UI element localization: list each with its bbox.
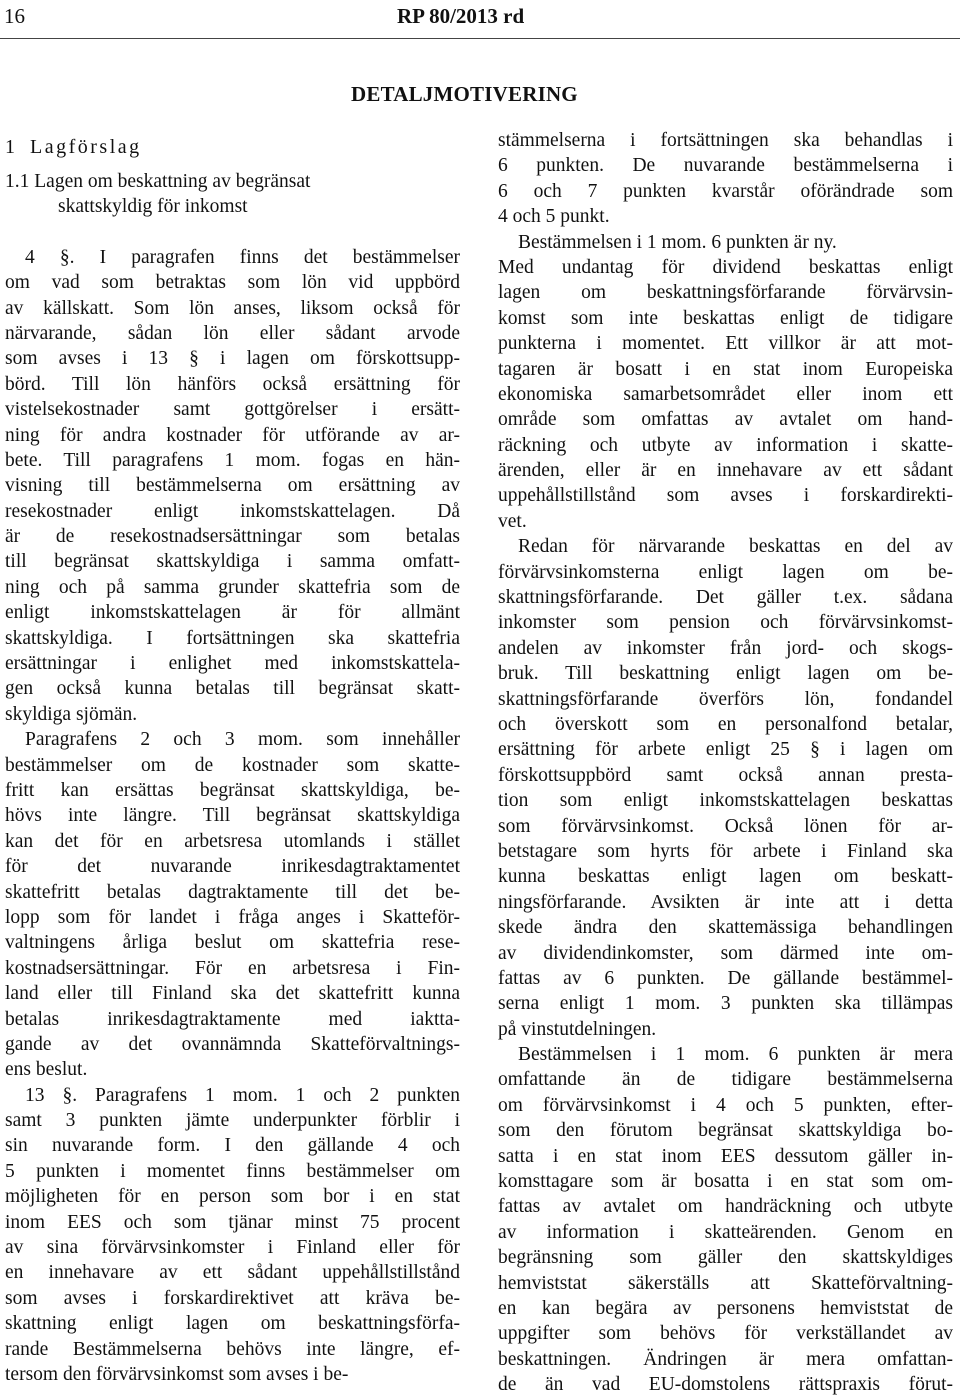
text-line: inom EES och som tjänar minst 75 procent [5,1211,460,1233]
text-line: förvärvsinkomsterna enligt lagen om be- [498,561,953,583]
text-line: Bestämmelsen i 1 mom. 6 punkten är mera [518,1044,953,1066]
text-line: hövs inte längre. Till begränsat skattskyldiga [5,805,460,827]
heading-number: 1 [5,136,15,158]
text-line: en kan begära av personens hemviststat de [498,1297,953,1319]
text-line: ning för andra kostnader för utförande av ar- [5,424,460,446]
text-line: begränsning som gäller den skattskyldiges [498,1247,953,1269]
text-line: skattefritt betalas dagtraktamente till det be- [5,881,460,903]
text-line: tion som enligt inkomstskattelagen beskattas [498,790,953,812]
text-line: en innehavare av ett sådant uppehållstillstånd [5,1262,460,1284]
text-line: betstagare som hyrts för arbete i Finland ska [498,840,953,862]
heading-title: Lagförslag [30,136,142,158]
text-line: hemviststat säkerställs att Skatteförvaltning- [498,1272,953,1294]
text-line: 4 och 5 punkt. [498,206,610,228]
left-column [5,128,460,1387]
text-line: om vad som betraktas som lön vid uppbörd [5,272,460,294]
text-line: område som omfattas av avtalet om hand- [498,409,953,431]
text-line: om förvärvsinkomst i 4 och 5 punkten, efter- [498,1094,953,1116]
text-line: samt 3 punkten jämte underpunkter förblir i [5,1110,460,1132]
text-line: serna enligt 1 mom. 3 punkten ska tillämpas [498,993,953,1015]
text-line: gande av det ovannämnda Skatteförvaltnings- [5,1033,460,1055]
text-line: börd. Till lön hänförs också ersättning för [5,373,460,395]
right-column [498,128,953,1398]
text-line: bete. Till paragrafens 1 mom. fogas en hän- [5,449,460,471]
text-line: uppehållstillstånd som avses i forskardirekti- [498,485,953,507]
page-number: 16 [4,4,25,28]
text-line: inkomster som pension och förvärvsinkomst- [498,612,953,634]
text-line: lagen om beskattningsförfarande förvärvsin- [498,282,953,304]
text-line: Med undantag för dividend beskattas enligt [498,256,953,278]
heading-level-1 [5,128,460,166]
text-line: ekonomiska samarbetsområdet eller inom ett [498,383,953,405]
right-body-text [498,128,953,1398]
text-line: resekostnader enligt inkomstskattelagen. Då [5,500,460,522]
heading-level-2-line: skattskyldig för inkomst [58,196,248,218]
text-line: till begränsat skattskyldiga i samma omfatt- [5,551,460,573]
text-line: andelen av inkomster från jord- och skogs- [498,637,953,659]
text-line: på vinstutdelningen. [498,1018,657,1040]
text-line: skyldiga sjömän. [5,703,138,725]
text-line: skede ändra den skattemässiga behandlingen [498,917,953,939]
text-line: ens beslut. [5,1059,88,1081]
text-line: ärenden, eller är en innehavare av ett sådant [498,460,953,482]
text-line: förskottsuppbörd samt också annan presta- [498,764,953,786]
text-line: Bestämmelsen i 1 mom. 6 punkten är ny. [518,231,837,253]
section-title: DETALJMOTIVERING [351,82,578,106]
text-line: gen också kunna betalas till begränsat skatt- [5,678,460,700]
text-line: betalas inrikesdagtraktamente med iaktta- [5,1008,460,1030]
text-line: vistelsekostnader samt gottgörelser i ersätt- [5,399,460,421]
text-line: komst som inte beskattas enligt de tidigare [498,307,953,329]
text-line: och överskott som en personalfond betalar, [498,713,953,735]
text-line: komsttagare som är bosatta i en stat som om- [498,1171,953,1193]
text-line: som avses i 13 § i lagen om förskottsupp- [5,348,460,370]
text-line: skattning enligt lagen om beskattningsförfa- [5,1313,460,1335]
text-line: är de resekostnadsersättningar som betalas [5,526,460,548]
text-line: fattas av 6 punkten. De gällande bestämmel- [498,967,953,989]
text-line: skattningsförfarande. Det gäller t.ex. sådana [498,587,953,609]
text-line: omfattande än de tidigare bestämmelserna [498,1069,953,1091]
text-line: bestämmelser om de kostnader som skatte- [5,754,460,776]
text-line: fattas av avtalet om handräckning och utbyte [498,1196,953,1218]
text-line: ning och på samma grunder skattefria som de [5,576,460,598]
left-body-text [5,245,460,1388]
text-line: uppgifter som behövs för verkställandet av [498,1323,953,1345]
text-line: för det nuvarande inrikesdagtraktamentet [5,856,460,878]
document-id: RP 80/2013 rd [397,4,525,28]
text-line: 4 §. I paragrafen finns det bestämmelser [25,246,460,268]
text-line: skattningsförfarande överförs lön, fondandel [498,688,953,710]
text-line: visning till bestämmelserna om ersättning av [5,475,460,497]
text-line: ersättningar i enlighet med inkomstskattela- [5,653,460,675]
text-line: tersom den förvärvsinkomst som avses i be- [5,1363,349,1385]
text-line: Redan för närvarande beskattas en del av [518,536,953,558]
text-line: kan det för en arbetsresa utomlands i stället [5,830,460,852]
text-line: punkterna i momentet. Ett villkor är att mot- [498,333,953,355]
text-line: tagaren är bosatt i en stat inom Europeiska [498,358,953,380]
text-line: land eller till Finland ska det skattefritt kunna [5,983,460,1005]
text-line: ersättning för arbete enligt 25 § i lagen om [498,739,953,761]
text-line: 6 punkten. De nuvarande bestämmelserna i [498,155,953,177]
text-line: 13 §. Paragrafens 1 mom. 1 och 2 punkten [25,1084,460,1106]
text-line: 6 och 7 punkten kvarstår oförändrade som [498,180,953,202]
text-line: stämmelserna i fortsättningen ska behandlas i [498,130,953,151]
text-line: enligt inkomstskattelagen är för allmänt [5,602,460,624]
text-line: av källskatt. Som lön anses, liksom också för [5,297,460,319]
text-line: skattskyldiga. I fortsättningen ska skattefria [5,627,460,649]
text-line: av sina förvärvsinkomster i Finland eller för [5,1237,460,1259]
text-line: 5 punkten i momentet finns bestämmelser om [5,1160,460,1182]
text-line: bruk. Till beskattning enligt lagen om be- [498,663,953,685]
text-line: de än vad EU-domstolens rättspraxis förut- [498,1374,953,1396]
text-line: som förvärvsinkomst. Också lönen för ar- [498,815,953,837]
text-line: kostnadsersättningar. För en arbetsresa i Fin- [5,957,460,979]
text-line: kunna beskattas enligt lagen om beskatt- [498,866,953,888]
spacer [5,220,460,245]
text-line: möjligheten för en person som bor i en stat [5,1186,460,1208]
text-line: som avses i forskardirektivet att kräva be- [5,1287,460,1309]
text-line: Paragrafens 2 och 3 mom. som innehåller [25,729,460,751]
text-line: satta i en stat inom EES dessutom gäller in- [498,1145,953,1167]
text-line: räckning och utbyte av information i skatte- [498,434,953,456]
text-line: ningsförfarande. Avsikten är inte att i detta [498,891,953,913]
text-line: rande Bestämmelserna behövs inte längre, ef- [5,1338,460,1360]
header-rule [0,38,960,39]
text-line: lopp som för landet i fråga anges i Skatteför- [5,906,460,928]
text-line: närvarande, sådan lön eller sådant arvode [5,322,460,344]
text-line: sin nuvarande form. I den gällande 4 och [5,1135,460,1157]
text-line: vet. [498,510,527,532]
text-line: fritt kan ersättas begränsat skattskyldiga, be- [5,779,460,801]
text-line: beskattningen. Ändringen är mera omfattan- [498,1348,953,1370]
text-line: valtningens årliga beslut om skattefria rese- [5,932,460,954]
text-line: som den förutom begränsat skattskyldiga bo- [498,1120,953,1142]
text-line: av dividendinkomster, som därmed inte om- [498,942,953,964]
heading-level-2-line: 1.1 Lagen om beskattning av begränsat [5,171,311,192]
text-line: av information i skatteärenden. Genom en [498,1221,953,1243]
